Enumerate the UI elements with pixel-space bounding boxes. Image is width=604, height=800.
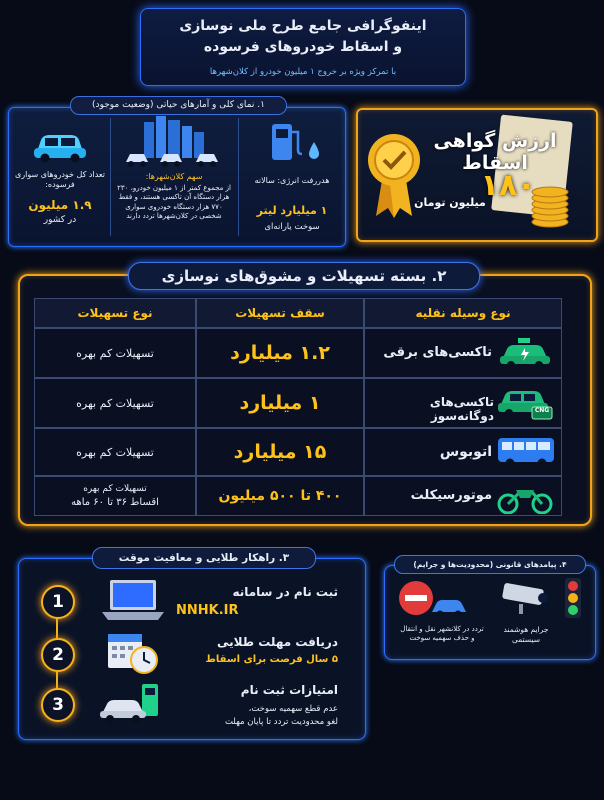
- electric-taxi-icon: [498, 338, 552, 370]
- step-detail: عدم قطع سهمیه سوخت،: [248, 704, 338, 714]
- no-entry-icon: [396, 578, 466, 622]
- cars-caption: تعداد کل خودروهای سواری فرسوده:: [14, 170, 106, 189]
- cars-value: ۱.۹ میلیون: [28, 198, 92, 212]
- registration-link[interactable]: NNHK.IR: [176, 603, 239, 618]
- city-caption: سهم کلان‌شهرها:: [145, 172, 203, 181]
- section2-title: ۲. بسته تسهیلات و مشوق‌های نوسازی: [128, 262, 480, 290]
- city-text: از مجموع کمتر از ۱ میلیون خودرو، ۲۳۰ هزار دستگاه آن تاکسی هستند، و فقط ۷۷۰ هزار دستگاه خودروی سواری شخصی در کلان‌شهرها تردد دارند: [117, 184, 231, 221]
- cap-electric-taxi: ۱.۲ میلیارد: [196, 328, 364, 378]
- table-header-vehicle: نوع وسیله نقلیه: [364, 298, 562, 328]
- table-header-cap: سقف تسهیلات: [196, 298, 364, 328]
- energy-caption: هدررفت انرژی: سالانه: [254, 176, 330, 185]
- divider: [110, 118, 111, 236]
- camera-icon: [496, 580, 558, 614]
- type-motorcycle: [34, 476, 196, 516]
- step-title: ثبت نام در سامانه: [232, 585, 338, 599]
- step-number: 2: [41, 638, 75, 672]
- header-banner: [140, 8, 466, 86]
- dual-fuel-taxi-icon: [496, 385, 554, 421]
- energy-value: ۱ میلیارد لیتر: [256, 204, 328, 217]
- step-title: دریافت مهلت طلایی: [216, 635, 338, 649]
- page-title-line2: و اسقاط خودروهای فرسوده: [203, 39, 403, 55]
- fuel-pump-icon: [262, 120, 326, 164]
- cap-dual-fuel-taxi: ۱ میلیارد: [196, 378, 364, 428]
- bus-icon: [496, 434, 556, 470]
- ban-caption: تردد در کلانشهر نقل و انتقال و حذف سهمیه سوخت: [400, 625, 484, 643]
- section4-title: ۴. پیامدهای قانونی (محدودیت‌ها و جرایم): [394, 555, 586, 574]
- vehicle-name-bus: اتوبوس: [439, 444, 492, 460]
- type-electric-taxi: تسهیلات کم بهره: [34, 328, 196, 378]
- page-title-line1: اینفوگرافی جامع طرح ملی نوسازی: [179, 18, 427, 34]
- type-dual-fuel-taxi: تسهیلات کم بهره: [34, 378, 196, 428]
- traffic-light-icon: [562, 578, 584, 620]
- type-motorcycle-line2: اقساط ۳۶ تا ۶۰ ماهه: [71, 497, 159, 508]
- certificate-unit: میلیون تومان: [414, 196, 486, 209]
- cars-suffix: در کشور: [43, 215, 77, 225]
- step-title: امتیازات ثبت نام: [240, 683, 338, 697]
- section1-title: ۱. نمای کلی و آمارهای حیاتی (وضعیت موجود): [70, 96, 287, 115]
- cap-motorcycle: ۴۰۰ تا ۵۰۰ میلیون: [196, 476, 364, 516]
- laptop-icon: [100, 578, 166, 622]
- energy-suffix: سوخت یارانه‌ای: [264, 222, 320, 232]
- cng-badge: CNG: [534, 407, 550, 414]
- step-number: 3: [41, 688, 75, 722]
- certificate-label: ارزش گواهی اسقاط: [433, 130, 557, 174]
- divider: [238, 118, 239, 236]
- vehicle-name-motorcycle: موتورسیکلت: [410, 488, 492, 503]
- calendar-clock-icon: [106, 630, 160, 674]
- certificate-amount: ۱۸۰: [480, 168, 536, 203]
- city-skyline-icon: [122, 116, 226, 168]
- car-icon: [30, 124, 90, 166]
- type-bus: تسهیلات کم بهره: [34, 428, 196, 476]
- camera-caption: جرایم هوشمند سیستمی: [503, 625, 549, 644]
- vehicle-name-dual-fuel-taxi: تاکسی‌های دوگانه‌سوز: [429, 395, 494, 423]
- step-detail: ۵ سال فرصت برای اسقاط: [205, 654, 338, 665]
- vehicle-name-electric-taxi: تاکسی‌های برقی: [383, 345, 492, 360]
- table-header-type: نوع تسهیلات: [34, 298, 196, 328]
- step-number: 1: [41, 585, 75, 619]
- motorcycle-icon: [496, 478, 554, 514]
- section3-title: ۳. راهکار طلایی و معافیت موقت: [92, 547, 316, 569]
- step-detail-2: لغو محدودیت تردد تا پایان مهلت: [224, 717, 338, 727]
- type-motorcycle-line1: تسهیلات کم بهره: [83, 484, 147, 494]
- page-subtitle: با تمرکز ویژه بر خروج ۱ میلیون خودرو از کلان‌شهرها: [209, 67, 397, 77]
- cap-bus: ۱۵ میلیارد: [196, 428, 364, 476]
